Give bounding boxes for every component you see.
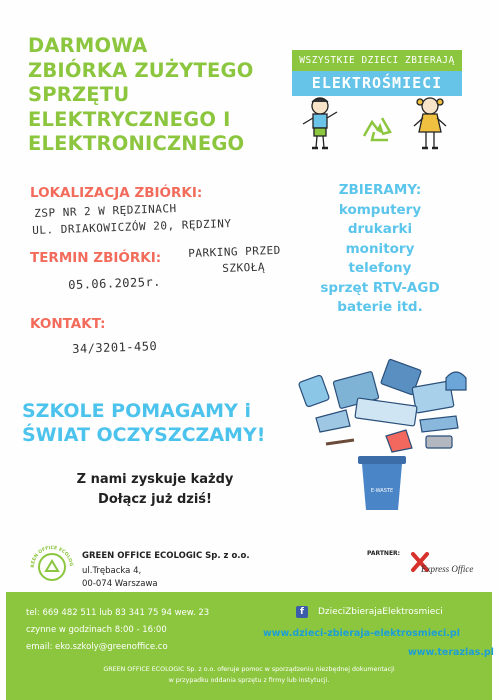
facebook-icon: f xyxy=(296,606,308,618)
collection-heading: ZBIERAMY: xyxy=(338,182,422,198)
bin-label: E-WASTE xyxy=(370,488,394,494)
campaign-logo xyxy=(292,50,462,155)
title-line: ELEKTRYCZNEGO I xyxy=(28,107,231,131)
hairdryer-icon xyxy=(386,430,412,452)
slogan xyxy=(22,399,302,447)
collection-list xyxy=(300,181,460,318)
cta-line-2: Dołącz już dziś! xyxy=(98,492,212,507)
list-item: sprzęt RTV-AGD xyxy=(320,279,440,296)
cta-line-1: Z nami zyskuje każdy xyxy=(76,472,234,487)
kettle-icon xyxy=(298,375,329,408)
boy-figure-icon xyxy=(303,98,337,148)
list-item: baterie itd. xyxy=(337,299,423,315)
disclaimer-line-2: w przypadku oddania sprzętu z firmy lub instytucji. xyxy=(168,677,330,684)
location-line-2: UL. DRIAKOWICZÓW 20, RĘDZINY xyxy=(32,217,232,237)
company-name: GREEN OFFICE ECOLOGIC Sp. z o.o. xyxy=(82,551,250,561)
list-item: telefony xyxy=(348,260,412,276)
girl-figure-icon xyxy=(414,98,446,148)
call-to-action xyxy=(30,470,280,510)
cable-icon xyxy=(326,440,354,444)
title-line: ZBIÓRKA ZUŻYTEGO xyxy=(28,58,254,82)
green-office-logo xyxy=(28,543,76,591)
list-item: komputery xyxy=(338,201,422,218)
slogan-line-2: ŚWIAT OCZYSZCZAMY! xyxy=(22,424,266,446)
logo-tagline: WSZYSTKIE DZIECI ZBIERAJĄ xyxy=(292,50,462,71)
contact-label: KONTAKT: xyxy=(30,316,106,332)
footer-hours: czynne w godzinach 8:00 - 16:00 xyxy=(26,625,167,635)
slogan-line-1: SZKOLE POMAGAMY i xyxy=(22,400,251,422)
term-date: 05.06.2025r. xyxy=(68,274,162,292)
recycle-icon xyxy=(364,118,390,140)
iron-icon xyxy=(426,436,452,448)
company-info xyxy=(82,550,250,591)
headphones-icon xyxy=(446,372,466,390)
e-waste-bin-illustration xyxy=(296,356,476,516)
keyboard-icon xyxy=(355,398,417,426)
disclaimer-line-1: GREEN OFFICE ECOLOGIC Sp. z o.o. oferuje pomoc w sporządzeniu niezbędnej dokumentacji xyxy=(103,666,395,673)
printer-icon xyxy=(316,410,350,432)
footer-email[interactable]: email: eko.szkoly@greenoffice.co xyxy=(26,642,168,652)
recycle-icon xyxy=(46,561,58,571)
location-line-1: ZSP NR 2 W RĘDZINACH xyxy=(34,202,177,220)
term-label: TERMIN ZBIÓRKI: xyxy=(30,250,162,266)
company-city: 00-074 Warszawa xyxy=(82,579,158,589)
contact-phone: 34/3201-450 xyxy=(72,339,158,356)
logo-name: ELEKTROŚMIECI xyxy=(292,71,462,96)
title-line: ELEKTRONICZNEGO xyxy=(28,132,245,155)
website-link-2[interactable]: www.terazlas.pl xyxy=(408,647,494,658)
company-street: ul.Trębacka 4, xyxy=(82,566,142,576)
poster-title xyxy=(28,34,278,157)
location-label: LOKALIZACJA ZBIÓRKI: xyxy=(30,185,203,201)
kids-recycle-illustration xyxy=(292,96,462,158)
title-line: SPRZĘTU xyxy=(28,83,130,106)
footer-disclaimer xyxy=(10,664,488,686)
website-link[interactable]: www.dzieci-zbieraja-elektrosmieci.pl xyxy=(263,628,460,639)
phone-icon xyxy=(420,416,458,432)
location-line-4: SZKOŁĄ xyxy=(222,260,266,275)
title-line: DARMOWA xyxy=(28,34,148,57)
express-office-logo xyxy=(405,548,475,584)
list-item: drukarki xyxy=(347,221,413,237)
list-item: monitory xyxy=(345,240,415,257)
waste-bin-icon xyxy=(358,456,406,510)
partner-label: PARTNER: xyxy=(367,550,401,557)
location-line-3: PARKING PRZED xyxy=(188,243,281,260)
logo-ring-text: REEN OFFICE ECOLOG xyxy=(30,545,74,568)
footer-phone: tel: 669 482 511 lub 83 341 75 94 wew. 23 xyxy=(26,608,210,618)
facebook-page[interactable]: DzieciZbierajaElektrosmieci xyxy=(318,607,443,617)
partner-name: Express Office xyxy=(421,564,474,574)
